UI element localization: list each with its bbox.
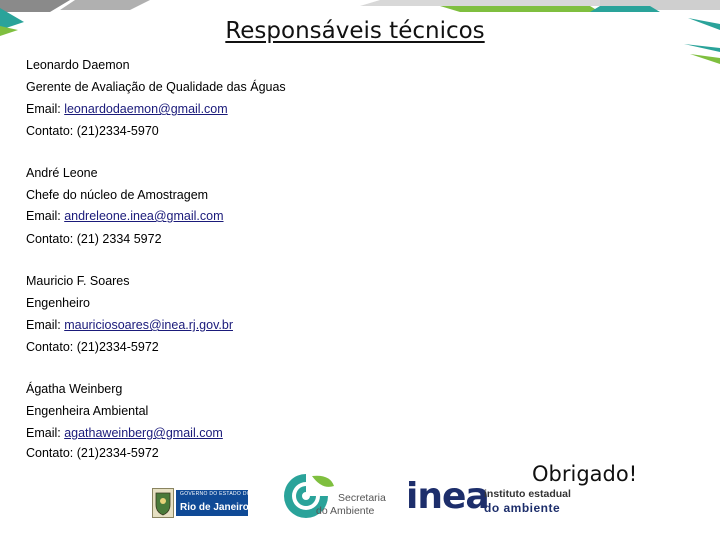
- rj-name-box: [176, 490, 251, 516]
- rj-government-label: GOVERNO DO ESTADO DO: [180, 491, 251, 497]
- rio-de-janeiro-government-logo: [152, 488, 251, 518]
- contact-phone: Contato: (21)2334-5972: [26, 340, 159, 354]
- email-label: Email:: [26, 426, 65, 440]
- email-label: Email:: [26, 318, 65, 332]
- contact-name: Mauricio F. Soares: [26, 274, 130, 288]
- email-link[interactable]: andreleone.inea@gmail.com: [64, 209, 224, 223]
- contact-email-row: [26, 208, 224, 224]
- email-link[interactable]: leonardodaemon@gmail.com: [64, 102, 228, 116]
- thanks-message: Obrigado!: [532, 462, 638, 486]
- contact-name: Ágatha Weinberg: [26, 382, 123, 396]
- ambiente-label: do Ambiente: [316, 505, 375, 517]
- contact-phone: Contato: (21)2334-5972: [26, 446, 159, 460]
- email-link[interactable]: mauriciosoares@inea.rj.gov.br: [64, 318, 233, 332]
- contact-name: André Leone: [26, 166, 98, 180]
- inea-environment-label: do ambiente: [484, 501, 561, 515]
- top-stripes-decoration: [0, 0, 720, 14]
- contact-role: Chefe do núcleo de Amostragem: [26, 188, 209, 202]
- contact-role: Engenheira Ambiental: [26, 404, 149, 418]
- secretaria-label: Secretaria: [338, 492, 386, 504]
- contact-role: Gerente de Avaliação de Qualidade das Águas: [26, 80, 286, 94]
- contact-name: Leonardo Daemon: [26, 58, 130, 72]
- contact-phone: Contato: (21) 2334 5972: [26, 232, 162, 246]
- secretaria-do-ambiente-logo: [276, 470, 386, 520]
- rj-state-name: Rio de Janeiro: [180, 502, 249, 513]
- contact-phone: Contato: (21)2334-5970: [26, 124, 159, 138]
- contact-role: Engenheiro: [26, 296, 90, 310]
- contact-email-row: [26, 101, 228, 117]
- inea-institute-label: instituto estadual: [484, 488, 571, 500]
- inea-logo: [406, 476, 581, 520]
- contact-email-row: [26, 317, 233, 333]
- coat-of-arms-icon: [152, 488, 174, 518]
- email-label: Email:: [26, 209, 65, 223]
- page-title: Responsáveis técnicos: [225, 18, 485, 44]
- email-label: Email:: [26, 102, 65, 116]
- inea-wordmark: inea: [406, 476, 489, 517]
- email-link[interactable]: agathaweinberg@gmail.com: [64, 426, 223, 440]
- contact-email-row: [26, 425, 223, 441]
